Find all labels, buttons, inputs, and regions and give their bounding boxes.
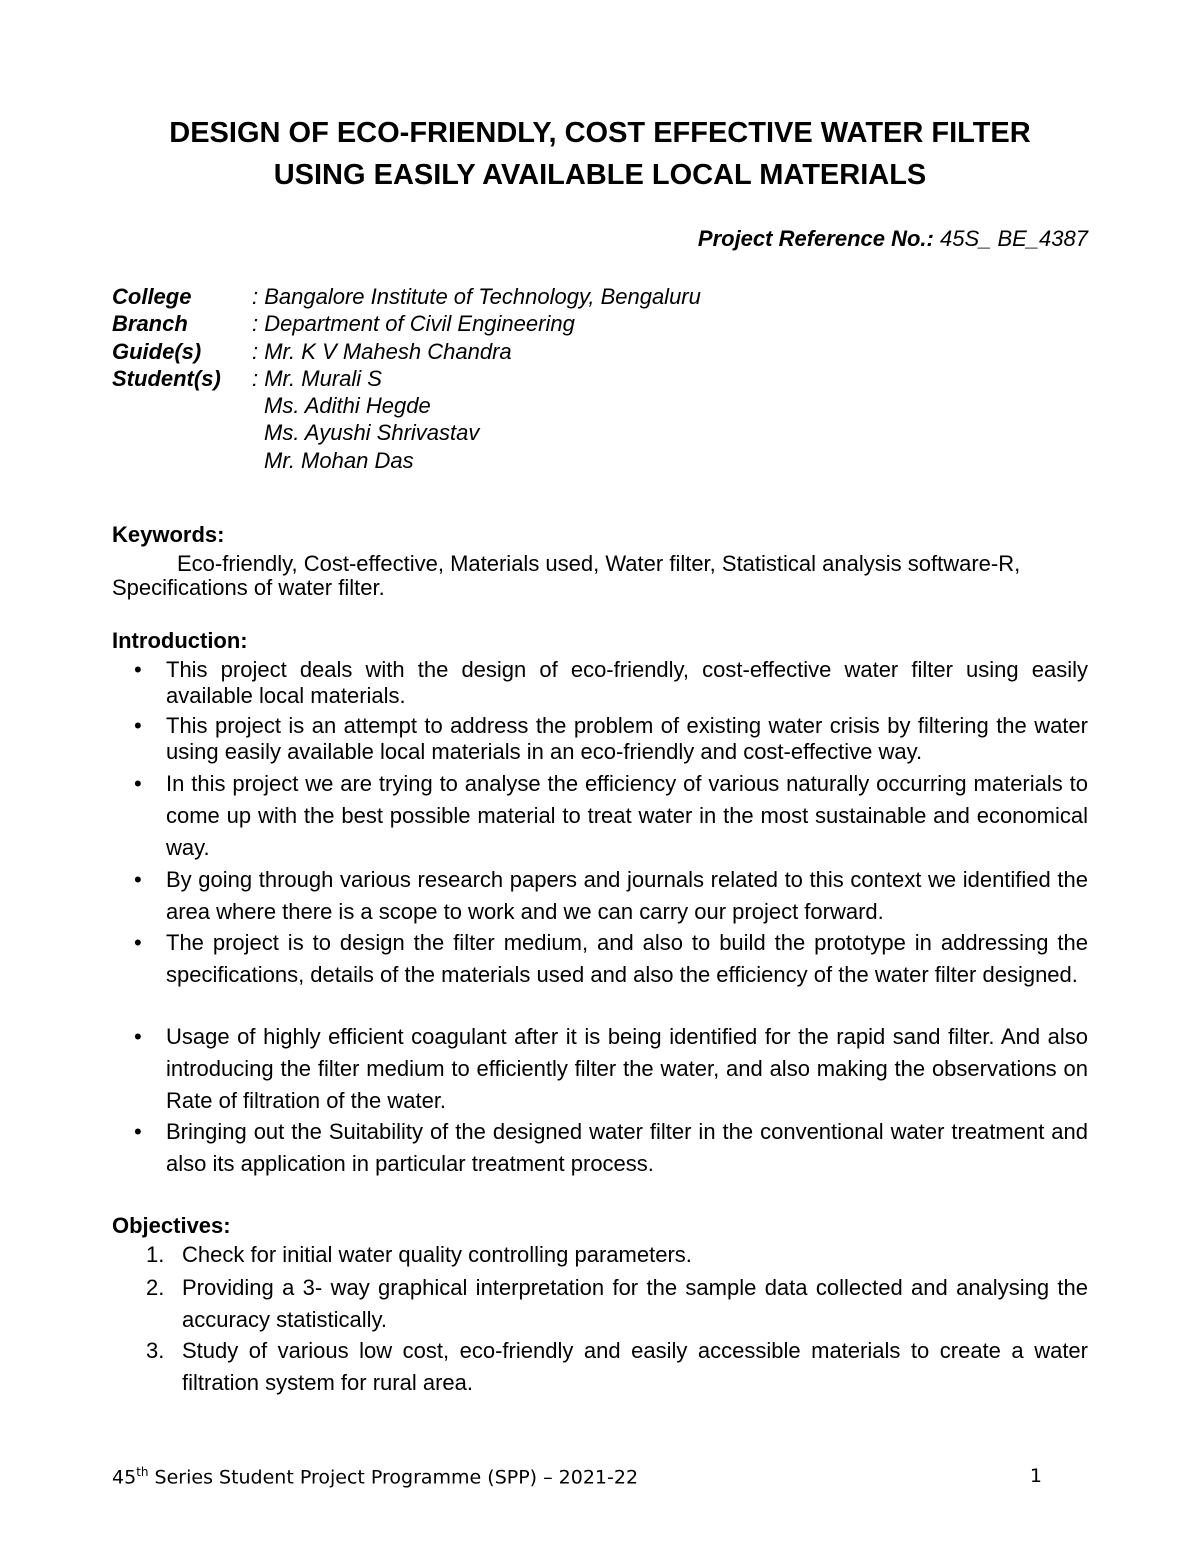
list-item-text: The project is to design the filter medium, and also to build the prototype in addressing the specifications, details of the materials used and also the efficiency of the water filter designed.: [166, 930, 1088, 987]
project-meta: [112, 283, 701, 474]
introduction-heading: Introduction:: [112, 628, 248, 653]
list-item: [112, 1272, 1088, 1336]
college-label: College: [112, 284, 192, 309]
college-value: : Bangalore Institute of Technology, Bengaluru: [252, 284, 701, 309]
list-item: [112, 1021, 1088, 1117]
bullet-icon: •: [134, 867, 142, 892]
guide-value: : Mr. K V Mahesh Chandra: [252, 338, 512, 364]
list-item-text: In this project we are trying to analyse the efficiency of various naturally occurring materials to come up with the best possible material to treat water in the most sustainable and economical way.: [166, 771, 1088, 860]
document-title: [100, 112, 1100, 196]
student-name: : Mr. Murali S: [252, 365, 382, 391]
student-name: Ms. Ayushi Shrivastav: [264, 420, 480, 446]
bullet-icon: •: [134, 657, 142, 682]
students-label: Student(s): [112, 365, 221, 391]
keywords-heading: Keywords:: [112, 522, 225, 547]
list-item-text: Providing a 3- way graphical interpretation for the sample data collected and analysing the accuracy statistically.: [182, 1275, 1088, 1332]
footer-series-num: 45: [112, 1466, 137, 1489]
guide-label: Guide(s): [112, 338, 202, 364]
list-item-text: Bringing out the Suitability of the designed water filter in the conventional water treatment and also its application in particular treatment process.: [166, 1119, 1088, 1176]
branch-value: : Department of Civil Engineering: [252, 311, 575, 337]
bullet-icon: •: [134, 771, 142, 796]
list-item: [112, 1116, 1088, 1180]
list-item-text: Check for initial water quality controlling parameters.: [182, 1242, 692, 1267]
list-item: [112, 927, 1088, 991]
list-item-text: By going through various research papers and journals related to this context we identified the area where there is a scope to work and we can carry our project forward.: [166, 867, 1088, 924]
list-item-text: This project is an attempt to address the problem of existing water crisis by filtering the water using easily available local materials in an eco-friendly and cost-effective way.: [166, 713, 1088, 764]
students-row: [112, 365, 701, 392]
student-name: Ms. Adithi Hegde: [264, 393, 431, 419]
branch-row: [112, 310, 701, 337]
footer-series: [112, 1465, 638, 1488]
bullet-icon: •: [134, 1119, 142, 1144]
list-item-text: This project deals with the design of eco-friendly, cost-effective water filter using easily available local materials.: [166, 657, 1088, 708]
list-item: [112, 657, 1088, 709]
keywords-text: Eco-friendly, Cost-effective, Materials used, Water filter, Statistical analysis software-R, Specifications of water filter.: [112, 551, 1021, 600]
bullet-icon: •: [134, 1024, 142, 1049]
footer-series-sup: th: [136, 1465, 149, 1479]
list-number: 2.: [146, 1275, 165, 1300]
college-row: [112, 283, 701, 310]
objectives-heading: Objectives:: [112, 1213, 231, 1238]
bullet-icon: •: [134, 713, 142, 738]
reference-value: 45S_ BE_4387: [933, 226, 1088, 251]
title-line-1: DESIGN OF ECO-FRIENDLY, COST EFFECTIVE WATER FILTER: [169, 117, 1031, 149]
page-number: 1: [1029, 1465, 1042, 1487]
list-number: 3.: [146, 1338, 165, 1363]
branch-label: Branch: [112, 311, 188, 337]
list-item: [112, 1335, 1088, 1399]
list-item: [112, 713, 1088, 765]
list-item-text: Usage of highly efficient coagulant after it is being identified for the rapid sand filter. And also introducing the filter medium to efficiently filter the water, and also making the observations on Rate of filtration of the water.: [166, 1024, 1088, 1113]
student-name: Mr. Mohan Das: [264, 447, 414, 473]
list-number: 1.: [146, 1242, 165, 1267]
list-item-text: Study of various low cost, eco-friendly and easily accessible materials to create a water filtration system for rural area.: [182, 1338, 1088, 1395]
reference-label: Project Reference No.:: [697, 226, 934, 251]
list-item: [112, 864, 1088, 928]
list-item: [112, 768, 1088, 864]
guide-row: [112, 338, 701, 365]
title-line-2: USING EASILY AVAILABLE LOCAL MATERIALS: [273, 159, 927, 191]
footer-series-text: Series Student Project Programme (SPP) – 2021-22: [148, 1466, 639, 1489]
list-item: [112, 1239, 1088, 1271]
project-reference: [698, 226, 1088, 252]
bullet-icon: •: [134, 930, 142, 955]
